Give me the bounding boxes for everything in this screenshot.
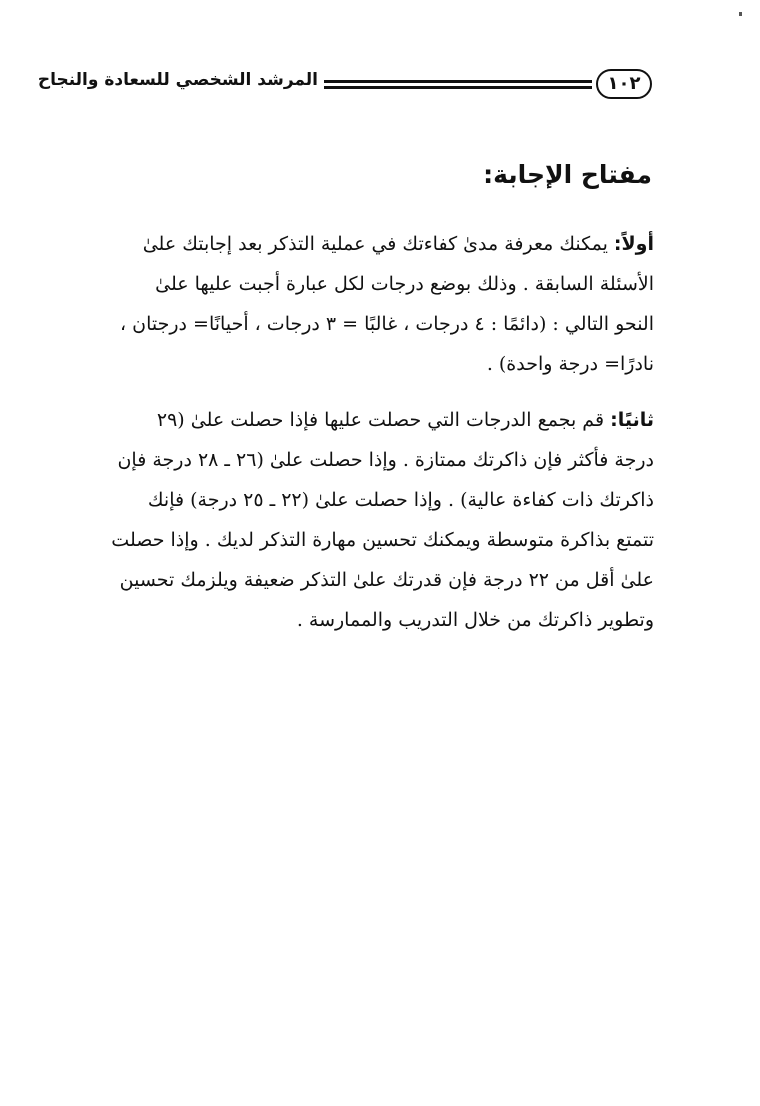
paragraph-line: تتمتع بذاكرة متوسطة ويمكنك تحسين مهارة التذكر لديك . وإذا حصلت [111, 529, 654, 551]
paragraph-line: ذاكرتك ذات كفاءة عالية) . وإذا حصلت علىٰ (٢٢ ـ ٢٥ درجة) فإنك [147, 489, 654, 511]
paragraph-line: نادرًا= درجة واحدة) . [486, 353, 654, 375]
paragraph-line: درجة فأكثر فإن ذاكرتك ممتازة . وإذا حصلت علىٰ (٢٦ ـ ٢٨ درجة فإن [117, 449, 654, 471]
paragraph-line [74, 400, 654, 440]
paragraph-line-text: قم بجمع الدرجات التي حصلت عليها فإذا حصلت علىٰ (٢٩ [156, 409, 605, 431]
paragraph-line: النحو التالي : (دائمًا : ٤ درجات ، غالبًا = ٣ درجات ، أحيانًا= درجتان ، [119, 313, 654, 335]
header-rule [324, 80, 592, 89]
page-header [37, 66, 654, 106]
paragraph-first [74, 224, 654, 384]
paragraph-second [74, 400, 654, 640]
scan-mark [739, 12, 742, 16]
paragraph-line-text: يمكنك معرفة مدىٰ كفاءتك في عملية التذكر بعد إجابتك علىٰ [142, 233, 608, 255]
running-title: المرشد الشخصي للسعادة والنجاح [37, 70, 318, 90]
paragraph-line: وتطوير ذاكرتك من خلال التدريب والممارسة . [296, 609, 654, 631]
paragraph-line [74, 224, 654, 264]
paragraph-line: الأسئلة السابقة . وذلك بوضع درجات لكل عبارة أجبت عليها علىٰ [155, 273, 654, 295]
paragraph-line: علىٰ أقل من ٢٢ درجة فإن قدرتك علىٰ التذكر ضعيفة ويلزمك تحسين [119, 569, 654, 591]
page-number: ١٠٢ [596, 69, 652, 99]
section-heading: مفتاح الإجابة: [483, 160, 652, 189]
paragraph-label: ثانيًا: [610, 409, 654, 431]
paragraph-label: أولاً: [613, 233, 654, 255]
